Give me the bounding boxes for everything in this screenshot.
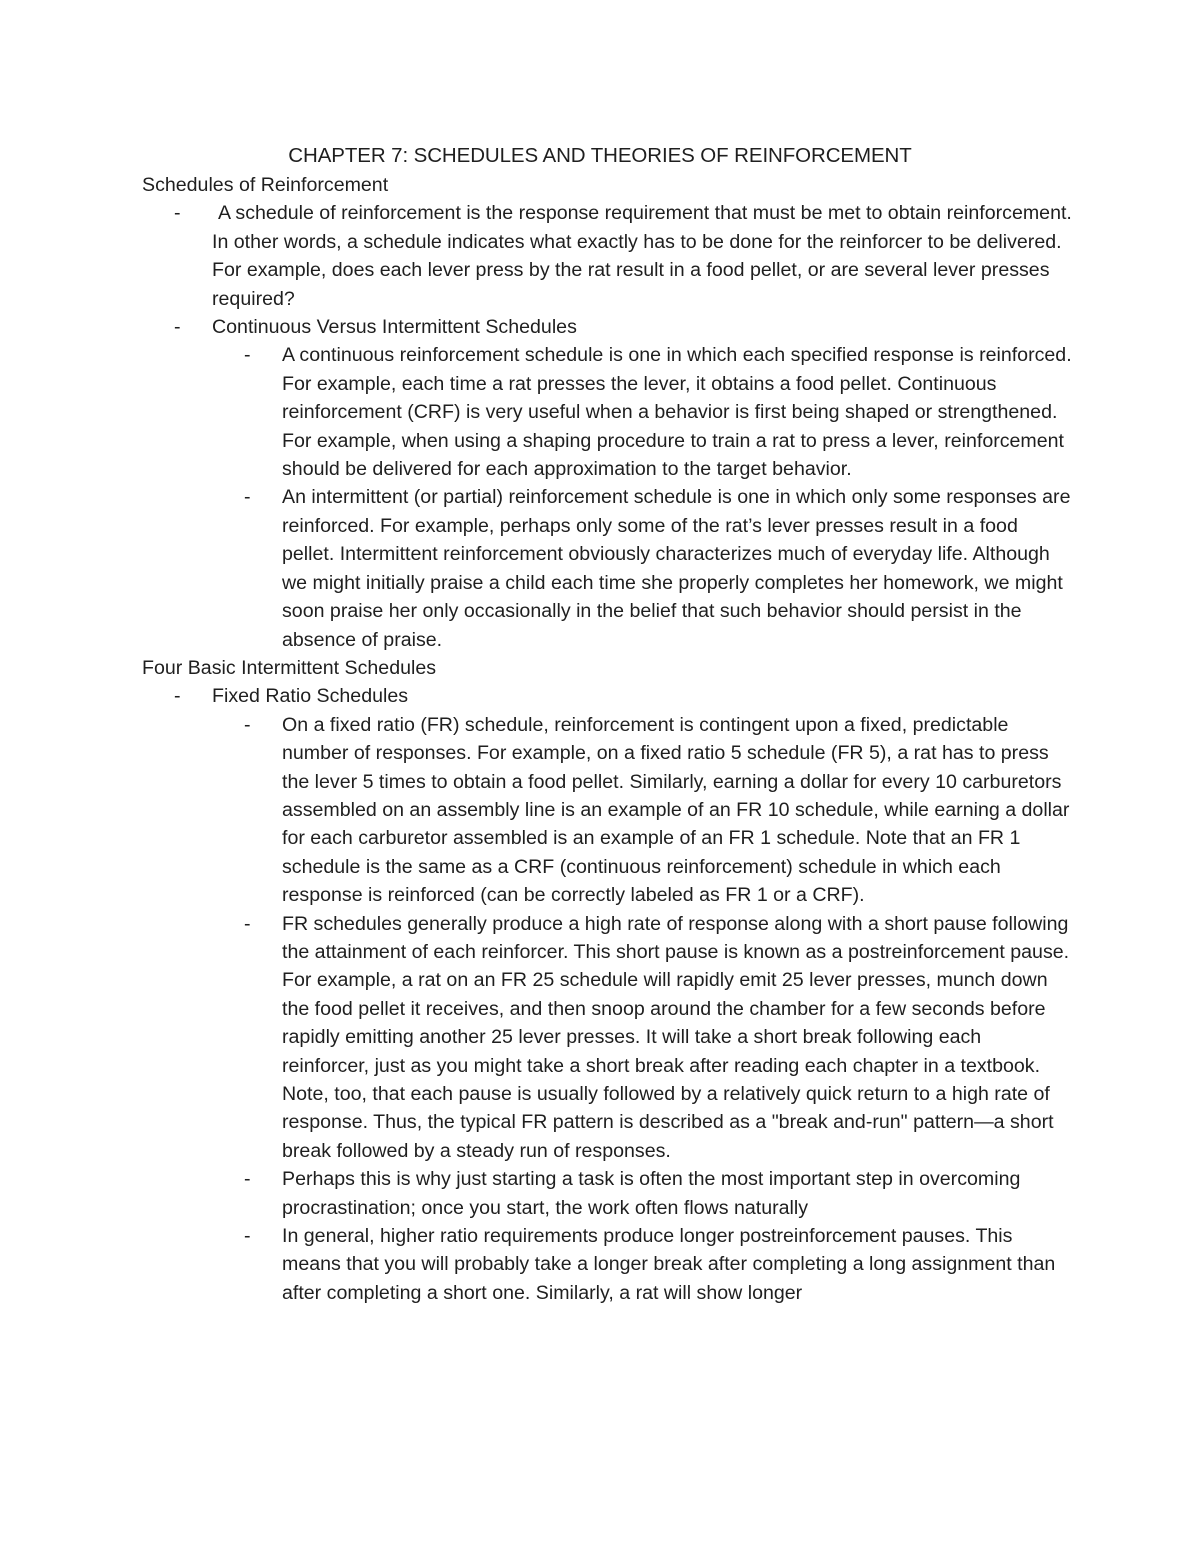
list-item [142,682,1072,1307]
list-item-text: On a fixed ratio (FR) schedule, reinforcement is contingent upon a fixed, predictable number of responses. For example, on a fixed ratio 5 schedule (FR 5), a rat has to press the lever 5 times to obtain a food pellet. Similarly, earning a dollar for every 10 carburetors assembled on an assembly line is an example of an FR 10 schedule, while earning a dollar for each carburetor assembled is an example of an FR 1 schedule. Note that an FR 1 schedule is the same as a CRF (continuous reinforcement) schedule in which each response is reinforced (can be correctly labeled as FR 1 or a CRF). [282,713,1070,907]
bullet-dash: - [244,344,251,367]
bullet-list [142,682,1072,1307]
list-item [142,313,1072,654]
list-item-text: A continuous reinforcement schedule is one in which each specified response is reinforced. For example, each time a rat presses the lever, it obtains a food pellet. Continuous reinforcement (CRF) is very useful when a behavior is first being shaped or strengthened. For example, when using a shaping procedure to train a rat to press a lever, reinforcement should be delivered for each approximation to the target behavior. [282,344,1072,481]
bullet-dash: - [174,316,181,339]
subheading-continuous-vs-intermittent: Continuous Versus Intermittent Schedules [212,316,577,339]
page-title: CHAPTER 7: SCHEDULES AND THEORIES OF REINFORCEMENT [288,144,912,167]
list-item [212,1165,1072,1222]
bullet-dash: - [244,1168,251,1191]
list-item-text: An intermittent (or partial) reinforcement schedule is one in which only some responses are reinforced. For example, perhaps only some of the rat’s lever presses result in a food pellet. Intermittent reinforcement obviously characterizes much of everyday life. Although we might initially praise a child each time she properly completes her homework, we might soon praise her only occasionally in the belief that such behavior should persist in the absence of praise. [282,486,1071,651]
nested-bullet-list [212,341,1072,653]
document-body [142,171,1072,1307]
section-four-basic-intermittent-schedules [142,654,1072,1307]
bullet-dash: - [244,486,251,509]
list-item [212,483,1072,653]
bullet-dash: - [244,912,251,935]
list-item [212,910,1072,1166]
subheading-fixed-ratio-schedules: Fixed Ratio Schedules [212,685,409,708]
list-item-text: A schedule of reinforcement is the response requirement that must be met to obtain reinforcement. In other words, a schedule indicates what exactly has to be done for the reinforcer to be delivered. For example, does each lever press by the rat result in a food pellet, or are several lever presses required? [212,202,1072,310]
list-item [212,341,1072,483]
list-item [142,199,1072,313]
list-item-text: Perhaps this is why just starting a task is often the most important step in overcoming procrastination; once you start, the work often flows naturally [282,1168,1021,1219]
list-item [212,1222,1072,1307]
section-heading: Four Basic Intermittent Schedules [142,656,437,679]
list-item [212,711,1072,910]
bullet-dash: - [244,1225,251,1248]
bullet-dash: - [174,685,181,708]
section-heading: Schedules of Reinforcement [142,174,389,196]
nested-bullet-list [212,711,1072,1308]
list-item-text: In general, higher ratio requirements produce longer postreinforcement pauses. This means that you will probably take a longer break after completing a long assignment than after completing a short one. Similarly, a rat will show longer [282,1225,1056,1304]
bullet-dash: - [244,713,251,736]
section-schedules-of-reinforcement [142,171,1072,654]
bullet-list [142,199,1072,654]
list-item-text: FR schedules generally produce a high rate of response along with a short pause following the attainment of each reinforcer. This short pause is known as a postreinforcement pause. For example, a rat on an FR 25 schedule will rapidly emit 25 lever presses, munch down the food pellet it receives, and then snoop around the chamber for a few seconds before rapidly emitting another 25 lever presses. It will take a short break following each reinforcer, just as you might take a short break after reading each chapter in a textbook. Note, too, that each pause is usually followed by a relatively quick return to a high rate of response. Thus, the typical FR pattern is described as a "break and-run" pattern—a short break followed by a steady run of responses. [282,912,1070,1162]
bullet-dash: - [174,202,181,225]
